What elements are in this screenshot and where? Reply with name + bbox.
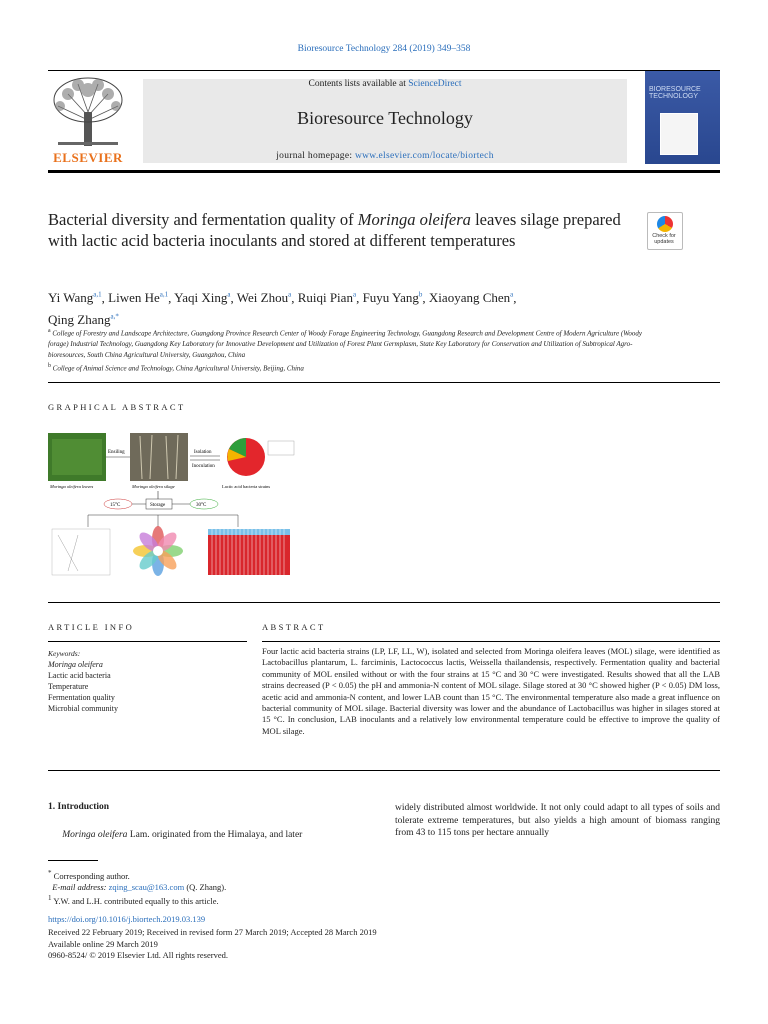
article-info-rule — [48, 641, 247, 642]
cover-figure — [660, 113, 698, 155]
graphical-abstract-figure[interactable] — [48, 431, 298, 581]
keywords-label: Keywords: — [48, 649, 81, 658]
email-link[interactable]: zqing_scau@163.com — [108, 881, 185, 892]
footnotes — [48, 868, 448, 907]
author[interactable]: Yaqi Xing$^a$ — [174, 290, 231, 306]
copyright: 0960-8524/ © 2019 Elsevier Ltd. All rights reserved. — [48, 950, 228, 961]
corresponding-author-note: * Corresponding author. — [48, 869, 130, 881]
keyword: Lactic acid bacteria — [48, 671, 111, 680]
contents-prefix: Contents lists available at — [308, 79, 409, 89]
author[interactable]: Wei Zhou$^a$ — [236, 290, 292, 306]
available-online: Available online 29 March 2019 — [48, 938, 158, 949]
flower-diagram — [133, 526, 183, 576]
keywords-list — [48, 659, 118, 714]
sciencedirect-link[interactable]: ScienceDirect — [408, 79, 462, 89]
introduction-heading: 1. Introduction — [48, 802, 110, 812]
footnote-rule — [48, 860, 98, 861]
journal-title: Bioresource Technology — [297, 108, 473, 128]
abstract-rule — [262, 641, 720, 642]
received-dates: Received 22 February 2019; Received in revised form 27 March 2019; Accepted 28 March 2019 — [48, 927, 377, 937]
author[interactable]: Ruiqi Pian$^a$ — [297, 290, 357, 306]
introduction-col1: Moringa oleifera Lam. originated from the Himalaya, and later — [62, 830, 303, 840]
affiliation-b: $^b$ College of Animal Science and Technology, China Agricultural University, Beijing, China — [48, 363, 304, 373]
silage-label: Moringa oleifera silage — [132, 484, 175, 489]
pca-plot — [52, 529, 110, 575]
abstract-heading: ABSTRACT — [262, 622, 326, 632]
section-rule — [48, 382, 720, 383]
article-title — [48, 209, 638, 251]
isolation-label: Isolation — [194, 450, 212, 455]
temp-30-label: 30°C — [196, 503, 207, 508]
author[interactable]: Qing Zhang$^{a,*}$ — [48, 311, 119, 327]
keyword: Moringa oleifera — [48, 660, 103, 669]
graphical-abstract-heading: GRAPHICAL ABSTRACT — [48, 402, 186, 412]
top-rule — [48, 70, 720, 71]
keyword: Microbial community — [48, 704, 118, 713]
crossmark-icon — [657, 216, 673, 232]
article-info-heading: ARTICLE INFO — [48, 622, 135, 632]
cover-title: BIORESOURCE TECHNOLOGY — [649, 86, 701, 100]
homepage-prefix: journal homepage: — [276, 151, 355, 161]
inoculation-label: Inoculation — [192, 464, 215, 469]
author[interactable]: Fuyu Yang$^b$ — [362, 290, 423, 306]
affiliation-a: $^a$ College of Forestry and Landscape Architecture, Guangdong Province Research Center of Woody Forage Engineering Technology, Guangdong Research and Development Centre of Modern Agriculture (Woody forage) Industrial Technology, Guangdong Key Laboratory for Innovative Development and Utilization of Forest Plant Germplasm, State Key Laboratory for Conservation and Utilization of Subtropical Agro-bioresources, South China Agricultural University, Guangzhou, China — [48, 328, 642, 360]
affiliations — [48, 326, 648, 375]
introduction-col2: widely distributed almost worldwide. It not only could adapt to all types of soils and tolerate extreme temperatures, but also yields a high amount of biomass ranging from 43 to 115 tons per hectare annually — [395, 803, 720, 839]
journal-homepage — [143, 151, 627, 161]
temp-15-label: 15°C — [110, 503, 121, 508]
author[interactable]: Yi Wang$^{a,1}$ — [48, 290, 102, 306]
title-part1: Bacterial diversity and fermentation quality of — [48, 210, 358, 229]
equal-contribution-note: $^1$ Y.W. and L.H. contributed equally to this article. — [48, 893, 219, 906]
ensiling-label: Ensiling — [108, 450, 125, 455]
journal-reference-link[interactable]: Bioresource Technology 284 (2019) 349–358 — [297, 44, 471, 54]
title-part2: leaves silage prepared with lactic acid bacteria inoculants and stored at different temperatures — [48, 210, 621, 250]
author-list: Yi Wang$^{a,1}$, Liwen He$^{a,1}$, Yaqi Xing$^a$, Wei Zhou$^a$, Ruiqi Pian$^a$, Fuyu Yang$^b$, Xiaoyang Chen$^a$, Qing Zhang$^{a,*}$ — [48, 290, 517, 327]
silage-photo — [130, 433, 188, 481]
section-rule — [48, 770, 720, 771]
storage-label: Storage — [150, 503, 166, 508]
elsevier-wordmark: ELSEVIER — [53, 150, 123, 165]
title-italic: Moringa oleifera — [357, 210, 471, 229]
keyword: Temperature — [48, 682, 89, 691]
abstract-text: Four lactic acid bacteria strains (LP, LF, LL, W), isolated and selected from Moringa oleifera leaves (MOL) silage, were identified as Lactobacillus plantarum, L. farciminis, Lactococcus lactis, Weissella thailandensis, respectively. Fermentation quality and bacterial community of MOL ensiled without or with the four strains at 15 °C and 30 °C were investigated. Results showed that all the LAB strains decreased (P < 0.05) the pH and ammonia-N content of MOL silage. Silage stored at 30 °C showed higher (P < 0.05) DM loss, acetic acid and ammonia-N content, and lower LAB count than 15 °C. The environmental temperature also made a great influence on bacterial community of MOL silage. Bacterial diversity was lower and the abundance of Lactobacillus was higher in silages stored at 15 °C. In conclusion, LAB inoculants and a relatively low environmental temperature could be effective to improve the quality of MOL silage. — [262, 646, 720, 736]
author[interactable]: Liwen He$^{a,1}$ — [108, 290, 169, 306]
header-thick-rule — [48, 170, 720, 173]
check-for-updates-label: Check for updates — [652, 233, 676, 245]
homepage-link[interactable]: www.elsevier.com/locate/biortech — [354, 151, 494, 161]
author[interactable]: Xiaoyang Chen$^a$ — [428, 290, 514, 306]
stacked-bar-chart — [208, 529, 290, 575]
strains-label: Lactic acid bacteria strains — [222, 484, 271, 489]
doi-link[interactable]: https://doi.org/10.1016/j.biortech.2019.03.139 — [48, 914, 206, 924]
leaves-label: Moringa oleifera leaves — [50, 484, 94, 489]
email-note: E-mail address: zqing_scau@163.com (Q. Zhang). — [52, 881, 227, 892]
contents-line — [143, 79, 627, 89]
section-rule — [48, 602, 720, 603]
keyword: Fermentation quality — [48, 693, 115, 702]
publication-info — [48, 927, 548, 962]
